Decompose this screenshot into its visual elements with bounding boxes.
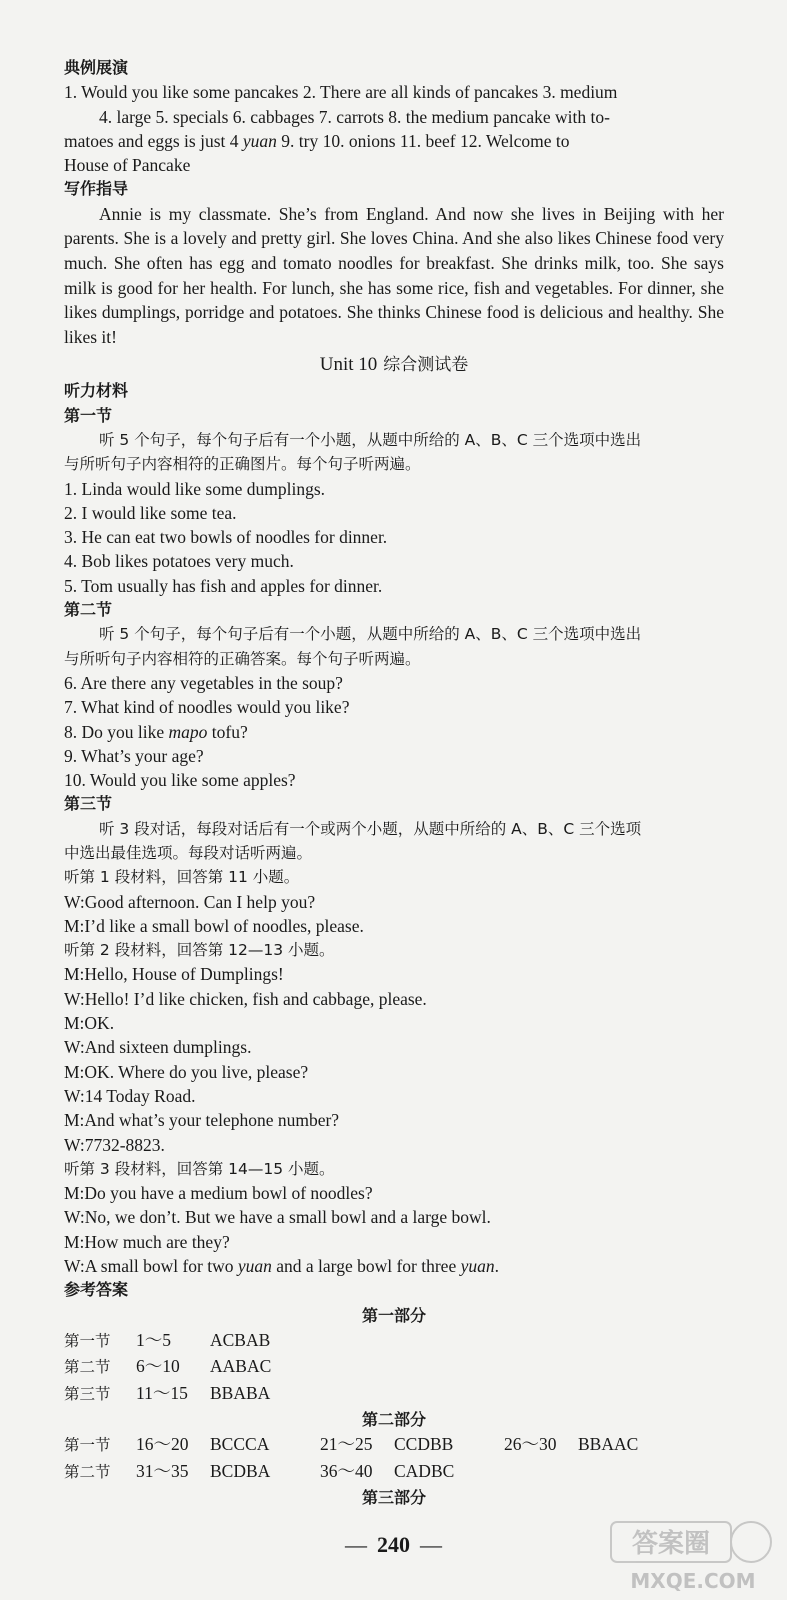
answers-part3-title: 第三部分 bbox=[361, 1488, 426, 1508]
list-item: 2. I would like some tea. bbox=[64, 502, 237, 523]
part1-instruction-1: 听 5 个句子，每个句子后有一个小题，从题中所给的 A、B、C 三个选项中选出 bbox=[99, 430, 642, 449]
list-item: 5. Tom usually has fish and apples for dinner. bbox=[64, 575, 383, 596]
list-item: 4. Bob likes potatoes very much. bbox=[64, 551, 294, 572]
list-item: 1. Linda would like some dumplings. bbox=[64, 478, 326, 499]
dialogue-line: W:14 Today Road. bbox=[64, 1085, 196, 1106]
dialogue-line: M:And what’s your telephone number? bbox=[64, 1110, 340, 1131]
dialogue-line: M:OK. bbox=[64, 1013, 115, 1034]
answers-part2-title: 第二部分 bbox=[361, 1410, 426, 1430]
answer-row: 第二节 31～35 BCDBA 36～40 CADBC bbox=[64, 1460, 455, 1481]
dialogue-line: M:Hello, House of Dumplings! bbox=[64, 964, 284, 985]
answer-row: 第二节 6～10 AABAC bbox=[64, 1356, 272, 1377]
dialogue-line: W:Good afternoon. Can I help you? bbox=[64, 891, 316, 912]
dialogue-3-heading: 听第 3 段材料，回答第 14—15 小题。 bbox=[64, 1159, 335, 1178]
writing-paragraph: Annie is my classmate. She’s from England. And now she lives in Beijing with her parents. She is a lovely and pretty girl. She loves China. And she also likes Chinese food very much. She often has egg and tomato noodles for breakfast. She drinks milk, too. She says milk is good for her health. For lunch, she has some rice, fish and vegetables. For dinner, she likes dumplings, porridge and potatoes. She thinks Chinese food is delicious and healthy. She likes it! bbox=[64, 203, 724, 347]
section-heading-examples: 典例展演 bbox=[64, 58, 129, 77]
answers-part1-title: 第一部分 bbox=[361, 1305, 426, 1325]
answer-line-3: matoes and eggs is just 4 yuan 9. try 10. onions 11. beef 12. Welcome to bbox=[64, 130, 570, 151]
answer-row: 第一节 1～5 ACBAB bbox=[64, 1329, 271, 1350]
page-content bbox=[64, 56, 724, 1510]
dialogue-line: W:Hello! I’d like chicken, fish and cabbage, please. bbox=[64, 988, 427, 1009]
answer-line-2: 4. large 5. specials 6. cabbages 7. carrots 8. the medium pancake with to- bbox=[99, 106, 610, 127]
unit-title: Unit 10 综合测试卷 bbox=[319, 354, 469, 376]
list-item: 9. What’s your age? bbox=[64, 745, 204, 766]
dialogue-line: M:Do you have a medium bowl of noodles? bbox=[64, 1183, 373, 1204]
listening-heading: 听力材料 bbox=[64, 381, 129, 401]
dialogue-line: M:I’d like a small bowl of noodles, please. bbox=[64, 915, 364, 936]
part3-instruction-1: 听 3 段对话，每段对话后有一个或两个小题，从题中所给的 A、B、C 三个选项 bbox=[99, 819, 642, 838]
list-item: 8. Do you like mapo tofu? bbox=[64, 721, 248, 742]
dialogue-line: W:And sixteen dumplings. bbox=[64, 1037, 252, 1058]
section-heading-writing: 写作指导 bbox=[64, 179, 129, 199]
list-item: 6. Are there any vegetables in the soup? bbox=[64, 672, 343, 693]
part3-instruction-2: 中选出最佳选项。每段对话听两遍。 bbox=[64, 843, 313, 862]
part1-heading: 第一节 bbox=[64, 405, 113, 425]
watermark-text-en: MXQE.COM bbox=[630, 1569, 756, 1593]
dialogue-line: M:How much are they? bbox=[64, 1231, 230, 1252]
watermark-logo bbox=[601, 1516, 781, 1596]
part1-instruction-2: 与所听句子内容相符的正确图片。每个句子听两遍。 bbox=[64, 455, 421, 474]
dialogue-line: W:No, we don’t. But we have a small bowl and a large bowl. bbox=[64, 1207, 491, 1228]
answer-row: 第一节 16～20 BCCCA 21～25 CCDBB 26～30 BBAAC bbox=[64, 1434, 639, 1455]
watermark-text-cn: 答案圈 bbox=[631, 1529, 711, 1559]
part2-instruction-2: 与所听句子内容相符的正确答案。每个句子听两遍。 bbox=[64, 649, 421, 668]
dialogue-line: W:A small bowl for two yuan and a large bowl for three yuan. bbox=[64, 1256, 499, 1277]
answer-row: 第三节 11～15 BBABA bbox=[64, 1382, 271, 1403]
dialogue-line: M:OK. Where do you live, please? bbox=[64, 1061, 309, 1082]
list-item: 10. Would you like some apples? bbox=[64, 770, 296, 791]
list-item: 7. What kind of noodles would you like? bbox=[64, 697, 350, 718]
part2-instruction-1: 听 5 个句子，每个句子后有一个小题，从题中所给的 A、B、C 三个选项中选出 bbox=[99, 625, 642, 644]
answer-line-1: 1. Would you like some pancakes 2. There are all kinds of pancakes 3. medium bbox=[64, 82, 618, 103]
answers-heading: 参考答案 bbox=[64, 1280, 129, 1300]
answer-line-4: House of Pancake bbox=[64, 155, 191, 176]
dialogue-1-heading: 听第 1 段材料，回答第 11 小题。 bbox=[64, 868, 300, 887]
dialogue-2-heading: 听第 2 段材料，回答第 12—13 小题。 bbox=[64, 941, 335, 960]
page-number: — 240 — bbox=[345, 1532, 442, 1557]
list-item: 3. He can eat two bowls of noodles for dinner. bbox=[64, 527, 388, 548]
part2-heading: 第二节 bbox=[64, 600, 113, 620]
part3-heading: 第三节 bbox=[64, 794, 113, 814]
dialogue-line: W:7732-8823. bbox=[64, 1134, 165, 1155]
